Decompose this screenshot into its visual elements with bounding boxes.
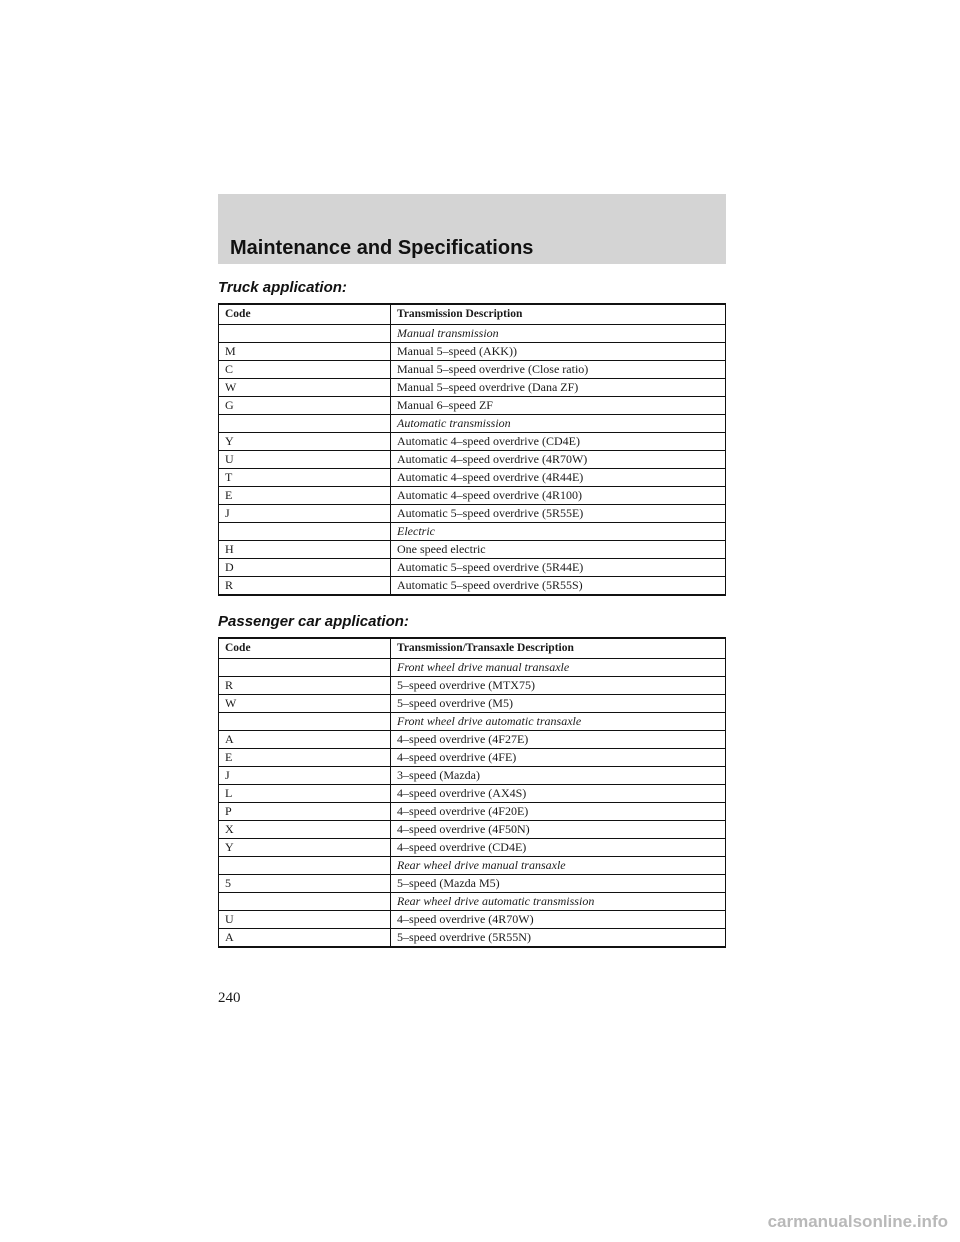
code-cell: M [219, 343, 391, 361]
column-header-description: Transmission/Transaxle Description [391, 638, 726, 659]
group-label-cell: Automatic transmission [391, 415, 726, 433]
watermark-text: carmanualsonline.info [767, 1212, 948, 1231]
code-cell: J [219, 767, 391, 785]
code-cell: T [219, 469, 391, 487]
code-cell [219, 523, 391, 541]
group-label-cell: Front wheel drive automatic transaxle [391, 713, 726, 731]
code-cell [219, 713, 391, 731]
code-cell: W [219, 379, 391, 397]
column-header-description: Transmission Description [391, 304, 726, 325]
description-cell: 4–speed overdrive (4R70W) [391, 911, 726, 929]
table-header-row [219, 304, 726, 325]
group-label-cell: Rear wheel drive manual transaxle [391, 857, 726, 875]
code-cell: J [219, 505, 391, 523]
table-row [219, 839, 726, 857]
table-group-row [219, 893, 726, 911]
code-cell: U [219, 451, 391, 469]
page-number: 240 [218, 990, 241, 1006]
description-cell: Automatic 5–speed overdrive (5R55E) [391, 505, 726, 523]
table-row [219, 361, 726, 379]
description-cell: Manual 5–speed overdrive (Dana ZF) [391, 379, 726, 397]
passenger-transmission-table [218, 637, 726, 948]
description-cell: Manual 5–speed overdrive (Close ratio) [391, 361, 726, 379]
code-cell: E [219, 749, 391, 767]
table-group-row [219, 415, 726, 433]
table-group-row [219, 857, 726, 875]
code-cell: U [219, 911, 391, 929]
description-cell: 4–speed overdrive (AX4S) [391, 785, 726, 803]
description-cell: 4–speed overdrive (4F27E) [391, 731, 726, 749]
description-cell: 5–speed overdrive (MTX75) [391, 677, 726, 695]
code-cell: Y [219, 839, 391, 857]
code-cell: H [219, 541, 391, 559]
table-row [219, 875, 726, 893]
code-cell [219, 659, 391, 677]
table-row [219, 469, 726, 487]
description-cell: Automatic 4–speed overdrive (4R70W) [391, 451, 726, 469]
table-group-row [219, 713, 726, 731]
group-label-cell: Manual transmission [391, 325, 726, 343]
table-row [219, 451, 726, 469]
table-row [219, 803, 726, 821]
code-cell [219, 325, 391, 343]
code-cell: A [219, 731, 391, 749]
table-group-row [219, 523, 726, 541]
code-cell [219, 415, 391, 433]
description-cell: Automatic 4–speed overdrive (CD4E) [391, 433, 726, 451]
table-row [219, 559, 726, 577]
code-cell: R [219, 677, 391, 695]
table-row [219, 767, 726, 785]
description-cell: 3–speed (Mazda) [391, 767, 726, 785]
code-cell: L [219, 785, 391, 803]
code-cell: A [219, 929, 391, 948]
table-row [219, 731, 726, 749]
description-cell: One speed electric [391, 541, 726, 559]
description-cell: 4–speed overdrive (CD4E) [391, 839, 726, 857]
table-row [219, 695, 726, 713]
group-label-cell: Rear wheel drive automatic transmission [391, 893, 726, 911]
description-cell: 4–speed overdrive (4F20E) [391, 803, 726, 821]
code-cell: X [219, 821, 391, 839]
table-row [219, 379, 726, 397]
code-cell: 5 [219, 875, 391, 893]
description-cell: 4–speed overdrive (4FE) [391, 749, 726, 767]
code-cell [219, 857, 391, 875]
table-row [219, 785, 726, 803]
description-cell: 5–speed overdrive (M5) [391, 695, 726, 713]
group-label-cell: Front wheel drive manual transaxle [391, 659, 726, 677]
description-cell: Automatic 4–speed overdrive (4R100) [391, 487, 726, 505]
table-row [219, 821, 726, 839]
table-header-row [219, 638, 726, 659]
description-cell: Automatic 5–speed overdrive (5R44E) [391, 559, 726, 577]
table-row [219, 433, 726, 451]
column-header-code: Code [219, 304, 391, 325]
code-cell: G [219, 397, 391, 415]
table-row [219, 911, 726, 929]
description-cell: Automatic 4–speed overdrive (4R44E) [391, 469, 726, 487]
description-cell: 4–speed overdrive (4F50N) [391, 821, 726, 839]
description-cell: 5–speed overdrive (5R55N) [391, 929, 726, 948]
code-cell: W [219, 695, 391, 713]
code-cell: E [219, 487, 391, 505]
table-row [219, 487, 726, 505]
section-header-band [218, 194, 726, 264]
passenger-car-application-heading: Passenger car application: [218, 613, 409, 630]
table-row [219, 749, 726, 767]
description-cell: Manual 6–speed ZF [391, 397, 726, 415]
code-cell: P [219, 803, 391, 821]
truck-application-heading: Truck application: [218, 279, 347, 296]
code-cell: R [219, 577, 391, 596]
description-cell: Automatic 5–speed overdrive (5R55S) [391, 577, 726, 596]
group-label-cell: Electric [391, 523, 726, 541]
section-title: Maintenance and Specifications [230, 237, 534, 259]
table-row [219, 677, 726, 695]
description-cell: Manual 5–speed (AKK)) [391, 343, 726, 361]
code-cell: Y [219, 433, 391, 451]
code-cell: D [219, 559, 391, 577]
description-cell: 5–speed (Mazda M5) [391, 875, 726, 893]
code-cell [219, 893, 391, 911]
table-row [219, 397, 726, 415]
table-row [219, 541, 726, 559]
table-group-row [219, 659, 726, 677]
table-group-row [219, 325, 726, 343]
truck-transmission-table [218, 303, 726, 596]
table-row [219, 343, 726, 361]
column-header-code: Code [219, 638, 391, 659]
table-row [219, 505, 726, 523]
code-cell: C [219, 361, 391, 379]
table-row [219, 577, 726, 596]
table-row [219, 929, 726, 948]
